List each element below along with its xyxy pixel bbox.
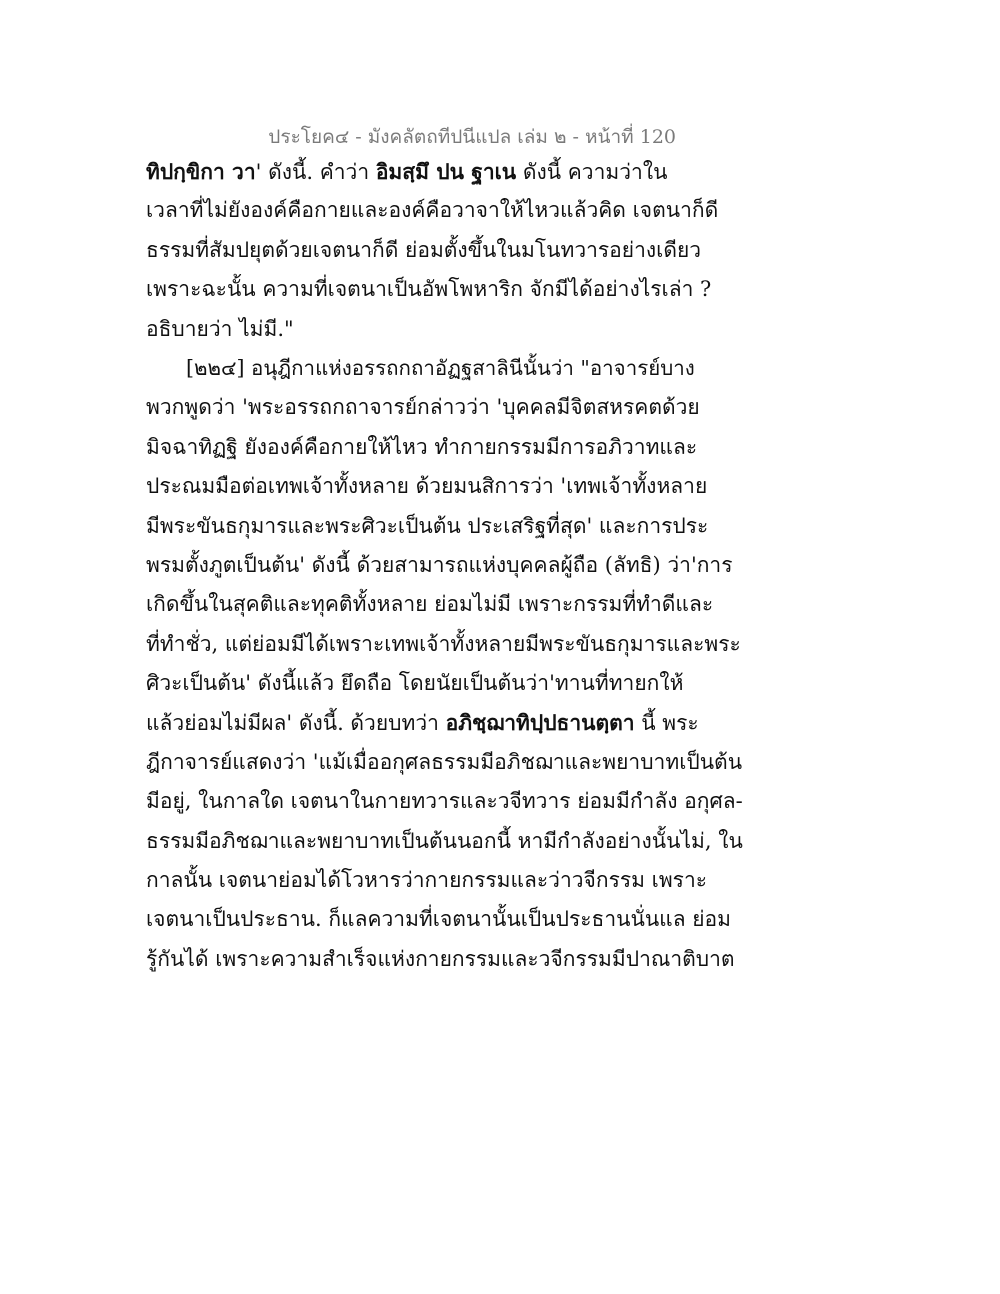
text-line	[146, 428, 706, 467]
text-line	[146, 664, 706, 703]
text-run: ธรรมมีอภิชฌาและพยาบาทเป็นต้นนอกนี้ หามีกำลังอย่างนั้นไม่, ใน	[146, 828, 743, 853]
text-run: ธรรมที่สัมปยุตด้วยเจตนาก็ดี ย่อมตั้งขึ้นในมโนทวารอย่างเดียว	[146, 237, 702, 262]
text-line	[146, 349, 706, 388]
text-line	[146, 743, 743, 782]
text-run: ประณมมือต่อเทพเจ้าทั้งหลาย ด้วยมนสิการว่า 'เทพเจ้าทั้งหลาย	[146, 474, 708, 499]
text-run: เกิดขึ้นในสุคติและทุคติทั้งหลาย ย่อมไม่มี เพราะกรรมที่ทำดีและ	[146, 592, 714, 617]
text-line	[146, 861, 706, 900]
text-line	[146, 546, 733, 585]
text-line	[146, 310, 706, 349]
text-run: นี้ พระ	[634, 711, 699, 736]
text-run: [๒๒๔] อนุฎีกาแห่งอรรถกถาอัฏฐสาลินีนั้นว่า "อาจารย์บาง	[186, 355, 695, 380]
text-line	[146, 152, 706, 191]
text-line	[146, 467, 706, 506]
text-run: ' ดังนี้. คำว่า	[255, 160, 376, 184]
pali-term: อิมสฺมึ ปน ฐาเน	[375, 159, 517, 184]
running-header: ประโยค๔ - มังคลัตถทีปนีแปล เล่ม ๒ - หน้าที่ 120	[268, 126, 676, 148]
text-run: มีอยู่, ในกาลใด เจตนาในกายทวารและวจีทวาร ย่อมมีกำลัง อกุศล-	[146, 789, 743, 814]
text-line	[146, 507, 709, 546]
text-run: ที่ทำชั่ว, แต่ย่อมมีได้เพราะเทพเจ้าทั้งหลายมีพระขันธกุมารและพระ	[146, 631, 741, 656]
text-line	[146, 270, 712, 309]
text-line	[146, 231, 706, 270]
text-run: ดังนี้ ความว่าใน	[516, 160, 668, 184]
text-run: พวกพูดว่า 'พระอรรถกถาจารย์กล่าวว่า 'บุคคลมีจิตสหรคตด้วย	[146, 395, 700, 420]
text-line	[146, 822, 743, 861]
text-run: มิจฉาทิฏฐิ ยังองค์คือกายให้ไหว ทำกายกรรมมีการอภิวาทและ	[146, 434, 698, 459]
text-run: ศิวะเป็นต้น' ดังนี้แล้ว ยึดถือ โดยนัยเป็นต้นว่า'ทานที่ทายกให้	[146, 671, 684, 696]
text-line	[146, 940, 735, 979]
text-run: เวลาที่ไม่ยังองค์คือกายและองค์คือวาจาให้ไหวแล้วคิด เจตนาก็ดี	[146, 198, 719, 223]
text-line	[146, 191, 719, 230]
body-text	[146, 152, 743, 979]
text-run: พรมตั้งภูตเป็นต้น' ดังนี้ ด้วยสามารถแห่งบุคคลผู้ถือ (ลัทธิ) ว่า'การ	[146, 552, 733, 577]
text-run: อธิบายว่า ไม่มี."	[146, 316, 294, 341]
text-run: แล้วย่อมไม่มีผล' ดังนี้. ด้วยบทว่า	[146, 711, 446, 736]
text-run: มีพระขันธกุมารและพระศิวะเป็นต้น ประเสริฐที่สุด' และการประ	[146, 513, 709, 538]
text-run: รู้กันได้ เพราะความสำเร็จแห่งกายกรรมและวจีกรรมมีปาณาติบาต	[146, 946, 735, 971]
text-line	[146, 703, 706, 742]
text-line	[146, 782, 743, 821]
text-line	[146, 900, 732, 939]
text-line	[146, 625, 741, 664]
text-run: กาลนั้น เจตนาย่อมได้โวหารว่ากายกรรมและว่าวจีกรรม เพราะ	[146, 868, 708, 893]
text-run: เพราะฉะนั้น ความที่เจตนาเป็นอัพโพหาริก จักมีได้อย่างไรเล่า ?	[146, 277, 712, 302]
pali-term: อภิชฺฌาทิปฺปธานตฺตา	[445, 710, 635, 736]
text-run: เจตนาเป็นประธาน. ก็แลความที่เจตนานั้นเป็นประธานนั่นแล ย่อม	[146, 907, 732, 932]
text-line	[146, 585, 714, 624]
text-run: ฎีกาจารย์แสดงว่า 'แม้เมื่ออกุศลธรรมมีอภิชฌาและพยาบาทเป็นต้น	[146, 749, 743, 774]
text-line	[146, 388, 706, 427]
pali-term: ทิปกฺขิกา วา	[146, 159, 256, 184]
